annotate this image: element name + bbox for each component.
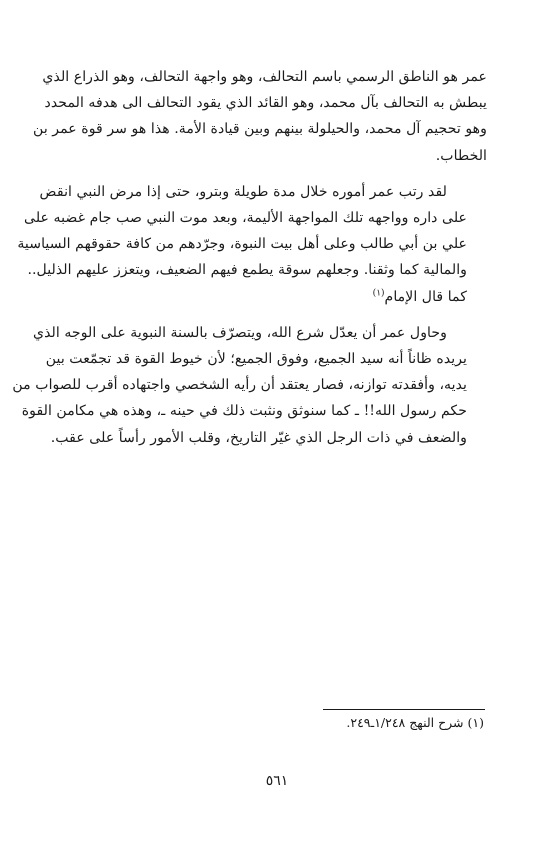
text-line: والضعف في ذات الرجل الذي غيّر التاريخ، وقلب الأمور رأساً على عقب. [50, 429, 467, 446]
paragraph [17, 179, 487, 310]
text-line: علي بن أبي طالب وعلى أهل بيت النبوة، وجرّدهم من كافة حقوقهم السياسية [17, 236, 467, 253]
text-line: والمالية كما وثقنا. وجعلهم سوقة يطمع فيهم الضعيف، ويتعزز عليهم الذليل.. [27, 262, 467, 279]
text-line: عمر هو الناطق الرسمي باسم التحالف، وهو واجهة التحالف، وهو الذراع الذي [42, 69, 487, 85]
footnote-divider [323, 709, 485, 710]
text-line: يديه، وأفقدته توازنه، فصار يعتقد أن رأيه الشخصي واجتهاده أقرب للصواب من [12, 377, 467, 394]
text-line: لقد رتب عمر أموره خلال مدة طويلة وبترو، حتى إذا مرض النبي انقض [39, 183, 447, 200]
text-line: يبطش به التحالف بآل محمد، وهو القائد الذي يقود التحالف الى هدفه المحدد [44, 95, 487, 112]
text-line: على داره وواجهه تلك المواجهة الأليمة، وبعد موت النبي صب جام غضبه على [24, 210, 467, 227]
paragraph [12, 320, 487, 451]
text-line: الخطاب. [435, 147, 487, 164]
main-text [12, 64, 487, 451]
paragraph [33, 64, 487, 169]
page-number: ٥٦١ [265, 773, 289, 789]
text-line: وحاول عمر أن يعدّل شرع الله، ويتصرّف بالسنة النبوية على الوجه الذي [33, 324, 447, 341]
text-line: حكم رسول الله!! ـ كما سنوثق ونثبت ذلك في حينه ـ، وهذه هي مكامن القوة [21, 403, 467, 420]
text-line: كما قال الإمام$^{(١)}$ [372, 287, 467, 305]
footnote: (١) شرح النهج ١/٢٤٨ـ٢٤٩. [346, 715, 484, 730]
text-line: وهو تحجيم آل محمد، والحيلولة بينهم وبين قيادة الأمة. هذا هو سر قوة عمر بن [33, 121, 487, 138]
footnote-reference[interactable]: (١) [372, 287, 385, 298]
text-line: يريده ظاناً أنه سيد الجميع، وفوق الجميع؛ لأن خيوط القوة قد تجمّعت بين [45, 351, 467, 368]
